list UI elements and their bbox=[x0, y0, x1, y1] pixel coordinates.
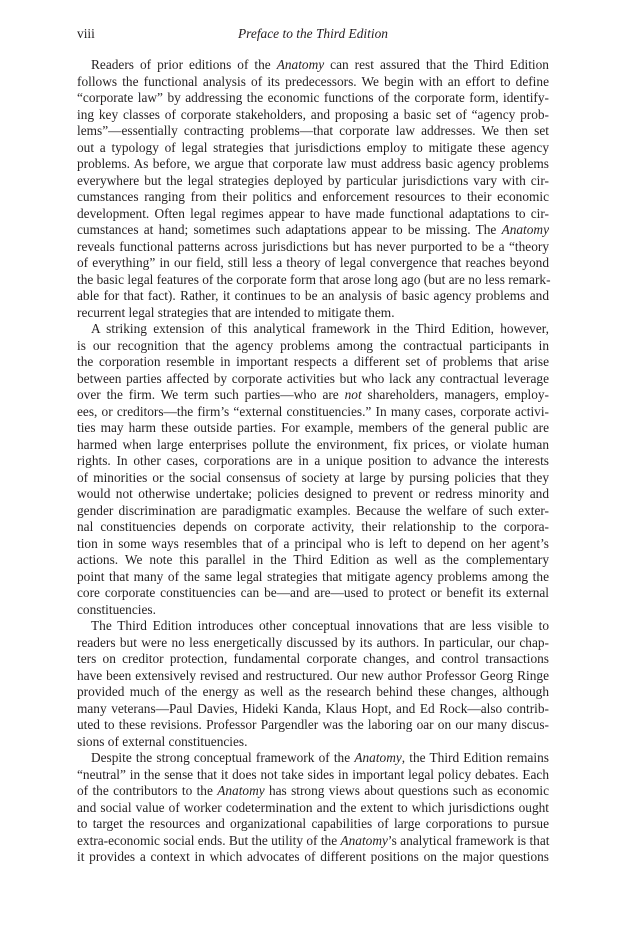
text-line: sions of external constituencies. bbox=[77, 733, 248, 749]
text-line: ters on creditor protection, fundamental corporate changes, and control transactions bbox=[77, 651, 549, 666]
text-line: core corporate constituencies can be—and are—used to protect or benefit its external bbox=[77, 585, 549, 600]
text-line: readers but were no less energetically discussed by its authors. In particular, our chap- bbox=[77, 634, 549, 650]
italic-text: not bbox=[344, 387, 362, 402]
text-line: The Third Edition introduces other conceptual innovations that are less visible to bbox=[91, 618, 549, 633]
text-line: tion in some ways resembles that of a principal who is left to depend on her agent’s bbox=[77, 535, 549, 551]
text-line: problems. As before, we argue that corporate law must address basic agency problems bbox=[77, 156, 549, 171]
text-line: out a typology of legal strategies that jurisdictions employ to mitigate these agency bbox=[77, 139, 549, 155]
text-line: Readers of prior editions of the Anatomy can rest assured that the Third Edition bbox=[91, 57, 549, 72]
text-line: have been extensively revised and restructured. Our new author Professor Georg Ringe bbox=[77, 667, 549, 683]
italic-text: Anatomy bbox=[354, 750, 402, 765]
text-line: is our recognition that the agency problems among the contractual participants in bbox=[77, 337, 549, 353]
text-line: of everything” in our field, still less a theory of legal convergence that reaches beyond bbox=[77, 255, 549, 270]
text-line: lems”—essentially contracting problems—that corporate law addresses. We then set bbox=[77, 123, 549, 138]
italic-text: Anatomy bbox=[340, 832, 388, 848]
text-line: harmed when large enterprises pollute the environment, fix prices, or violate human bbox=[77, 436, 549, 452]
text-line: follows the functional analysis of its predecessors. We begin with an effort to define bbox=[77, 73, 549, 89]
italic-text: Anatomy bbox=[217, 783, 265, 798]
chapter-title: Preface to the Third Edition bbox=[237, 26, 388, 41]
text-line: point that many of the same legal strategies that mitigate agency problems among the bbox=[77, 568, 549, 584]
body-text bbox=[77, 57, 549, 866]
text-line: over the firm. We term such parties—who are not shareholders, managers, employ- bbox=[77, 387, 549, 402]
text-line: “neutral” in the sense that it does not take sides in important legal policy debates. Each bbox=[77, 766, 549, 782]
text-line: the basic legal features of the corporate form that arose long ago (but are no less remark- bbox=[77, 271, 551, 287]
text-line: uted to these revisions. Professor Pargendler was the laboring oar on our many discus- bbox=[77, 717, 549, 732]
text-line: able for that fact). Rather, it continues to be an analysis of basic agency problems and bbox=[77, 288, 549, 303]
text-line: actions. We note this parallel in the Third Edition as well as the complementary bbox=[77, 552, 549, 567]
italic-text: Anatomy bbox=[501, 222, 549, 237]
text-line: and social value of worker codetermination and the extent to which jurisdictions ought bbox=[77, 799, 549, 815]
text-line: would not otherwise undertake; policies designed to prevent or redress minority and bbox=[77, 486, 549, 501]
text-line: extra-economic social ends. But the utility of the Anatomy’s analytical framework is that bbox=[77, 832, 550, 848]
text-line: everywhere but the legal strategies deployed by particular jurisdictions vary with cir- bbox=[77, 172, 549, 188]
text-line: nal constituencies depends on corporate activity, their relationship to the corpora- bbox=[77, 519, 549, 534]
text-line: “corporate law” by addressing the economic functions of the corporate form, identify- bbox=[77, 90, 549, 105]
text-line: A striking extension of this analytical framework in the Third Edition, however, bbox=[91, 321, 549, 336]
text-line: many veterans—Paul Davies, Hideki Kanda, Klaus Hopt, and Ed Rock—also contrib- bbox=[77, 700, 549, 716]
text-line: rights. In other cases, corporations are in a unique position to advance the interests bbox=[77, 453, 549, 468]
text-line: ing key classes of corporate stakeholders, and proposing a basic set of “agency prob- bbox=[77, 106, 549, 122]
text-line: development. Often legal regimes appear to have made functional adaptations to cir- bbox=[77, 205, 549, 221]
page-number: viii bbox=[77, 26, 95, 41]
running-head bbox=[77, 26, 549, 44]
text-line: provided much of the energy as well as the research behind these changes, although bbox=[77, 684, 549, 699]
text-line: ties may harm these outside parties. For example, members of the general public are bbox=[77, 420, 549, 435]
text-line: to target the resources and organizational capabilities of large corporations to pursue bbox=[77, 816, 549, 831]
italic-text: Anatomy bbox=[276, 57, 325, 72]
text-line: of the contributors to the Anatomy has strong views about questions such as economic bbox=[77, 783, 550, 798]
text-line: ees, or creditors—the firm’s “external constituencies.” In many cases, corporate activi- bbox=[77, 403, 549, 419]
text-line: constituencies. bbox=[77, 601, 156, 617]
text-line: cumstances ranging from their politics and enforcement resources to their economic bbox=[77, 189, 549, 204]
text-line: it provides a context in which advocates of different positions on the major questions bbox=[77, 849, 549, 864]
text-line: between parties affected by corporate activities but who lack any contractual leverage bbox=[77, 370, 549, 386]
text-line: gender discrimination are paradigmatic examples. Because the welfare of such exter- bbox=[77, 502, 549, 518]
text-line: recurrent legal strategies that are intended to mitigate them. bbox=[77, 304, 395, 320]
text-line: cumstances at hand; sometimes such adaptations appear to be missing. The Anatomy bbox=[77, 222, 549, 237]
text-line: the corporation resemble in important respects a different set of problems that arise bbox=[77, 354, 549, 369]
text-line: of minorities or the social consensus of society at large by pursing policies that they bbox=[77, 469, 549, 485]
text-line: Despite the strong conceptual framework of the Anatomy, the Third Edition remains bbox=[91, 750, 549, 765]
text-line: reveals functional patterns across jurisdictions but has never purported to be a “theory bbox=[77, 238, 549, 254]
